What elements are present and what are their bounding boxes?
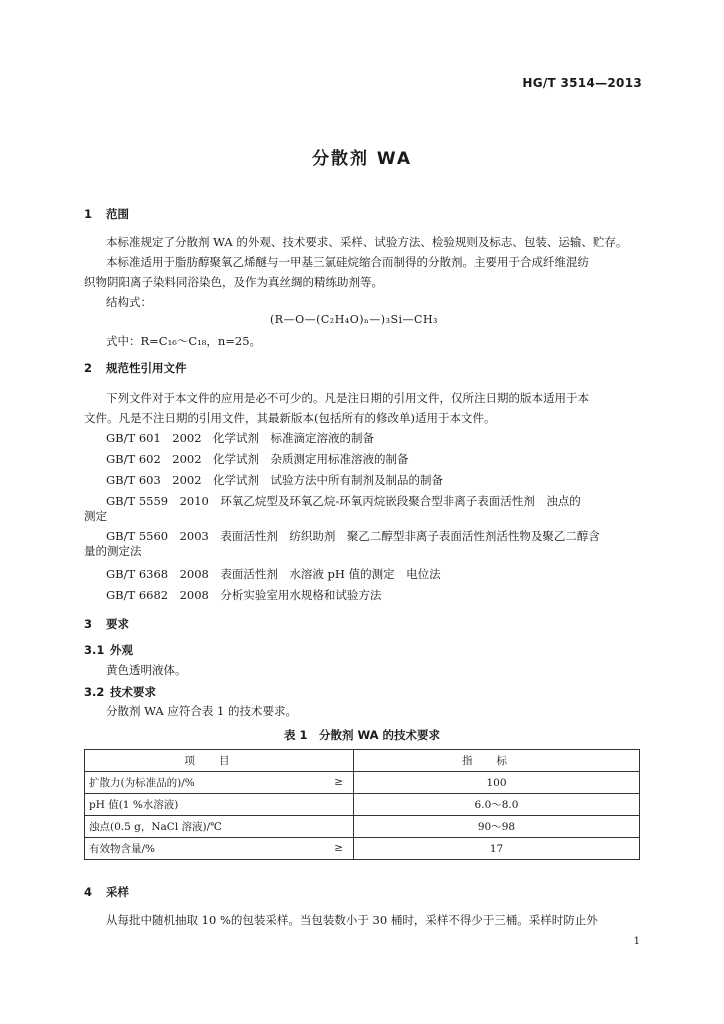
page-number: 1 [633,936,640,947]
section-2-paragraph-line-1: 下列文件对于本文件的应用是必不可少的。凡是注日期的引用文件，仅所注日期的版本适用于本 [106,391,589,405]
row-value-cell: 6.0～8.0 [354,794,640,816]
reference-item-continuation: 测定 [84,509,107,523]
section-3-title: 要求 [106,617,129,631]
table-row [85,794,640,816]
row-item-cell [85,772,354,794]
reference-item: GB/T 6682 2008 分析实验室用水规格和试验方法 [106,588,382,602]
section-1-number: 1 [84,207,93,221]
row-item-label: pH 值(1 %水溶液) [89,799,179,811]
section-4-title: 采样 [106,885,129,899]
column-header-index: 指标 [354,750,640,772]
section-3-heading [84,616,129,632]
comparison-operator: ≥ [334,776,343,788]
section-4-number: 4 [84,885,93,899]
section-3-2-heading [84,684,156,700]
section-2-paragraph-line-2: 文件。凡是不注日期的引用文件，其最新版本(包括所有的修改单)适用于本文件。 [84,411,496,425]
document-title: 分散剂 WA [311,149,413,169]
row-item-label: 扩散力(为标准品的)/% [89,777,195,789]
section-2-title: 规范性引用文件 [106,361,187,375]
row-item-label: 浊点(0.5 g，NaCl 溶液)/℃ [89,821,222,833]
section-2-number: 2 [84,361,93,375]
row-value-cell: 90～98 [354,816,640,838]
section-1-title: 范围 [106,207,129,221]
section-4-heading [84,884,129,900]
standard-code: HG/T 3514—2013 [522,76,642,90]
row-item-label: 有效物含量/% [89,843,156,855]
section-2-heading [84,360,187,376]
structure-label: 结构式： [106,295,152,309]
structural-formula: (R—O—(C₂H₄O)ₙ—)₃Si—CH₃ [270,313,438,326]
table-row [85,816,640,838]
section-1-paragraph-2-line-1: 本标准适用于脂肪醇聚氧乙烯醚与一甲基三氯硅烷缩合而制得的分散剂。主要用于合成纤维混纺 [106,255,589,269]
section-3-number: 3 [84,617,93,631]
section-1-paragraph-2-line-2: 织物阴阳离子染料同浴染色，及作为真丝绸的精练助剂等。 [84,275,383,289]
row-item-cell [85,816,354,838]
section-3-1-number: 3.1 [84,643,105,657]
reference-item: GB/T 5559 2010 环氧乙烷型及环氧乙烷-环氧丙烷嵌段聚合型非离子表面活性剂 浊点的 [106,494,581,508]
technical-requirements-table [84,749,640,860]
section-3-1-title: 外观 [110,643,133,657]
formula-where: 式中：R=C₁₆～C₁₈，n=25。 [106,334,262,348]
section-1-paragraph-1: 本标准规定了分散剂 WA 的外观、技术要求、采样、试验方法、检验规则及标志、包装、运输、贮存。 [106,235,628,249]
technical-requirement-text: 分散剂 WA 应符合表 1 的技术要求。 [106,704,297,718]
reference-item-continuation: 量的测定法 [84,544,142,558]
comparison-operator: ≥ [334,842,343,854]
reference-item: GB/T 603 2002 化学试剂 试验方法中所有制剂及制品的制备 [106,473,444,487]
row-item-cell [85,838,354,860]
table-row [85,838,640,860]
reference-item: GB/T 5560 2003 表面活性剂 纺织助剂 聚乙二醇型非离子表面活性剂活性物及聚乙二醇含 [106,529,600,543]
section-1-heading [84,206,129,222]
row-item-cell [85,794,354,816]
reference-item: GB/T 6368 2008 表面活性剂 水溶液 pH 值的测定 电位法 [106,567,441,581]
reference-item: GB/T 602 2002 化学试剂 杂质测定用标准溶液的制备 [106,452,409,466]
appearance-text: 黄色透明液体。 [106,663,187,677]
table-header-row [85,750,640,772]
reference-item: GB/T 601 2002 化学试剂 标准滴定溶液的制备 [106,431,375,445]
row-value-cell: 100 [354,772,640,794]
section-3-2-number: 3.2 [84,685,105,699]
row-value-cell: 17 [354,838,640,860]
table-row [85,772,640,794]
table-caption: 表 1 分散剂 WA 的技术要求 [283,728,441,742]
section-4-paragraph: 从每批中随机抽取 10 %的包装采样。当包装数小于 30 桶时，采样不得少于三桶。采样时防止外 [106,913,598,927]
column-header-item: 项目 [85,750,354,772]
section-3-1-heading [84,642,133,658]
section-3-2-title: 技术要求 [110,685,156,699]
